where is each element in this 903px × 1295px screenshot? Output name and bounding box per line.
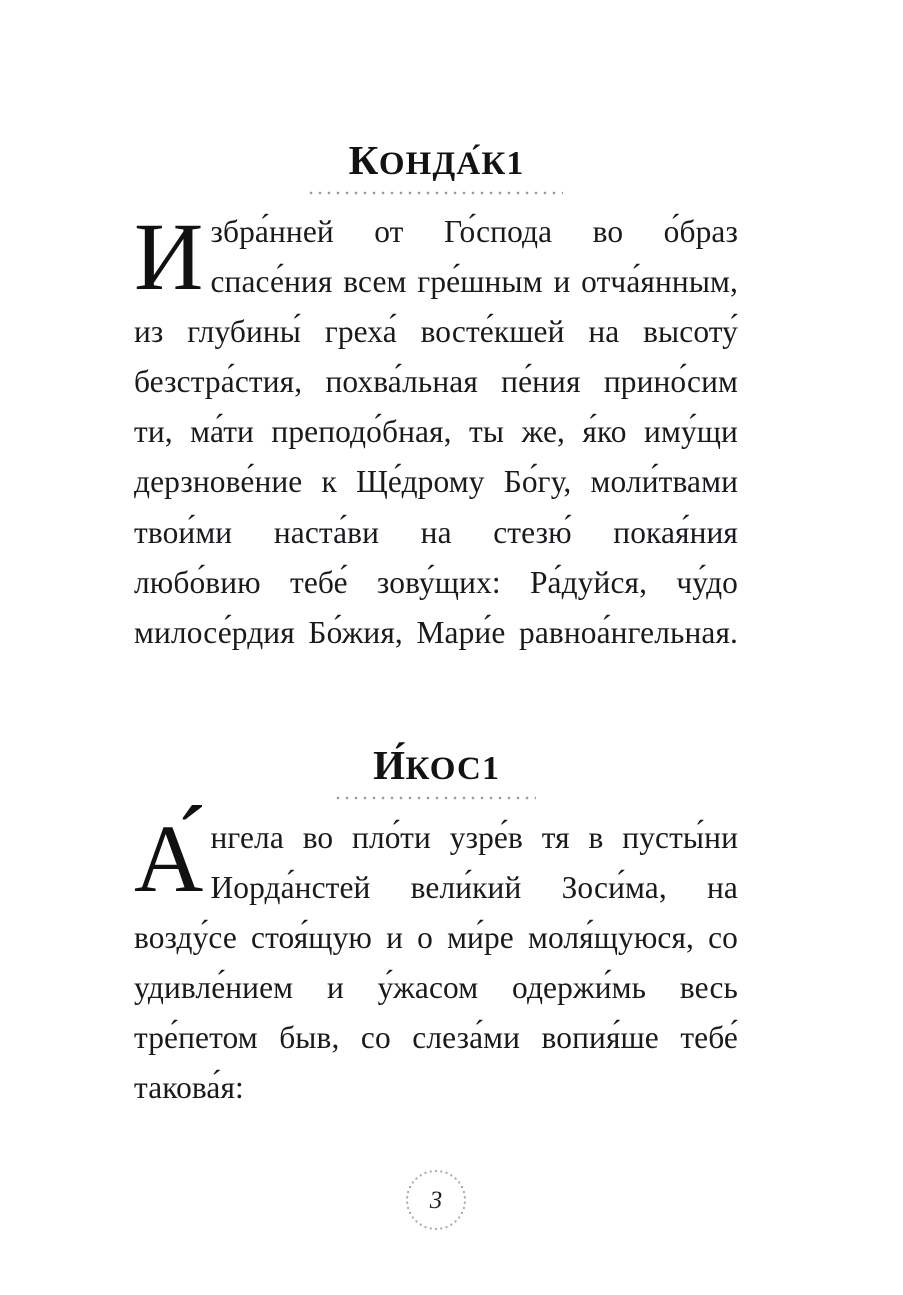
ikos-heading-rest: КОС	[405, 751, 482, 787]
folio	[134, 1169, 738, 1231]
ikos-heading-lead: И́	[373, 742, 406, 788]
folio-circle-ornament	[405, 1169, 467, 1231]
dotted-rule-ornament	[336, 796, 536, 800]
kondak-heading-lead: К	[348, 137, 379, 183]
ikos-body-text: нгела во пло́ти узре́в тя в пусты́ни Иорда́нстей вели́кий Зоси́ма, на возду́се стоя́щую и о ми́ре моля́щуюся, со удивле́нием и у́жасом одержи́мь весь тре́петом быв, со слеза́ми вопия́ше тебе́ такова́я:	[134, 820, 738, 1106]
ikos-dropcap: А́	[134, 805, 204, 912]
page-number: 3	[429, 1186, 443, 1214]
kondak-heading-block	[134, 137, 738, 195]
dotted-rule-ornament	[309, 191, 563, 195]
ikos-heading	[134, 742, 738, 788]
kondak-heading-rest: ОНДА́К	[378, 146, 507, 182]
ikos-heading-number: 1	[481, 750, 499, 787]
kondak-paragraph	[134, 203, 738, 708]
ikos-heading-block	[134, 742, 738, 800]
kondak-heading	[134, 137, 738, 183]
kondak-dropcap: И	[134, 203, 204, 310]
kondak-heading-number: 1	[506, 145, 524, 182]
ikos-paragraph	[134, 805, 738, 1164]
kondak-body-text: збра́нней от Го́спода во о́браз спасе́ния всем гре́шным и отча́янным, из глубины́ греха́ восте́кшей на высоту́ безстра́стия, похва́льная пе́ния прино́сим ти, ма́ти преподо́бная, ты же, я́ко иму́щи дерзнове́ние к Ще́дрому Бо́гу, моли́твами твои́ми наста́ви на стезю́ покая́ния любо́вию тебе́ зову́щих: Ра́дуйся, чу́до милосе́рдия Бо́жия, Мари́е равноа́нгельная.	[134, 214, 738, 650]
text-column	[134, 0, 738, 1295]
